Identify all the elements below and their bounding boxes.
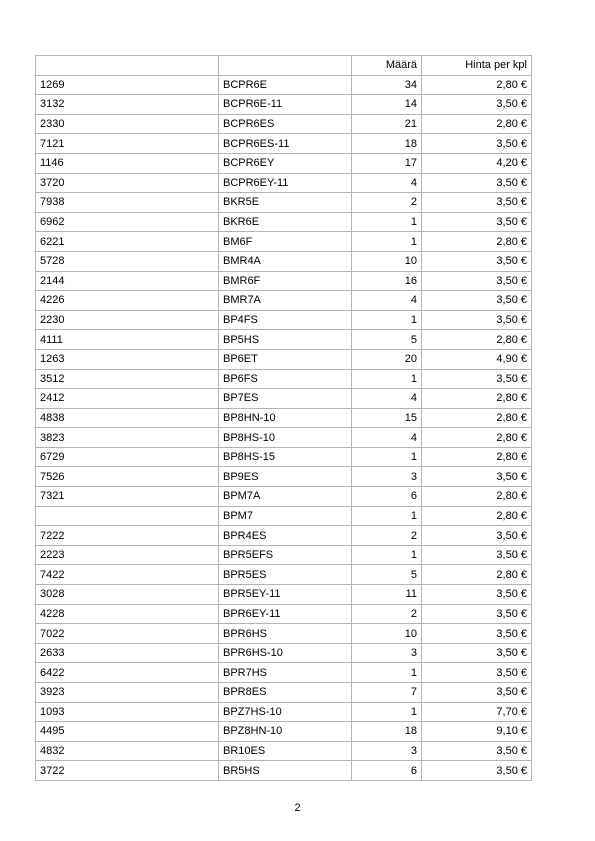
cell-quantity: 5 (352, 565, 422, 585)
table-row (36, 114, 532, 134)
cell-code: 1093 (36, 702, 219, 722)
cell-unit-price: 7,70 € (422, 702, 532, 722)
cell-unit-price: 3,50 € (422, 761, 532, 781)
table-row (36, 193, 532, 213)
cell-quantity: 3 (352, 467, 422, 487)
cell-quantity: 14 (352, 95, 422, 115)
cell-code: 7938 (36, 193, 219, 213)
table-row (36, 134, 532, 154)
cell-unit-price: 3,50 € (422, 526, 532, 546)
cell-unit-price: 2,80 € (422, 565, 532, 585)
cell-quantity: 15 (352, 408, 422, 428)
page-number: 2 (294, 802, 301, 814)
cell-code: 7121 (36, 134, 219, 154)
cell-quantity: 2 (352, 526, 422, 546)
cell-model: BPR6HS (219, 624, 352, 644)
cell-code: 4838 (36, 408, 219, 428)
cell-model: BR10ES (219, 741, 352, 761)
cell-code: 6962 (36, 212, 219, 232)
cell-unit-price: 3,50 € (422, 545, 532, 565)
cell-code: 4495 (36, 722, 219, 742)
table-row (36, 271, 532, 291)
table-row (36, 506, 532, 526)
cell-model: BP4FS (219, 310, 352, 330)
table-row (36, 349, 532, 369)
cell-model: BPR7HS (219, 663, 352, 683)
cell-code: 4228 (36, 604, 219, 624)
cell-unit-price: 2,80 € (422, 506, 532, 526)
cell-unit-price: 3,50 € (422, 212, 532, 232)
cell-code: 3132 (36, 95, 219, 115)
cell-code: 7422 (36, 565, 219, 585)
cell-code: 6422 (36, 663, 219, 683)
table-row (36, 212, 532, 232)
cell-quantity: 10 (352, 624, 422, 644)
cell-model: BP6FS (219, 369, 352, 389)
cell-unit-price: 3,50 € (422, 193, 532, 213)
cell-model: BPM7A (219, 487, 352, 507)
table-row (36, 604, 532, 624)
cell-quantity: 1 (352, 447, 422, 467)
cell-model: BP5HS (219, 330, 352, 350)
header-quantity: Määrä (352, 56, 422, 76)
cell-unit-price: 2,80 € (422, 75, 532, 95)
cell-quantity: 6 (352, 761, 422, 781)
cell-quantity: 2 (352, 604, 422, 624)
cell-model: BPR6HS-10 (219, 643, 352, 663)
table-row (36, 585, 532, 605)
cell-code: 2144 (36, 271, 219, 291)
cell-unit-price: 3,50 € (422, 467, 532, 487)
cell-unit-price: 2,80 € (422, 447, 532, 467)
table-row (36, 428, 532, 448)
table-row (36, 663, 532, 683)
cell-code (36, 506, 219, 526)
table-row (36, 741, 532, 761)
cell-code: 4226 (36, 291, 219, 311)
cell-quantity: 1 (352, 663, 422, 683)
header-row (36, 56, 532, 76)
cell-quantity: 5 (352, 330, 422, 350)
cell-model: BMR7A (219, 291, 352, 311)
table-row (36, 702, 532, 722)
cell-unit-price: 2,80 € (422, 232, 532, 252)
table-row (36, 722, 532, 742)
cell-code: 5728 (36, 251, 219, 271)
table-row (36, 467, 532, 487)
table-row (36, 389, 532, 409)
cell-unit-price: 3,50 € (422, 291, 532, 311)
cell-quantity: 4 (352, 428, 422, 448)
cell-unit-price: 9,10 € (422, 722, 532, 742)
cell-quantity: 17 (352, 153, 422, 173)
cell-unit-price: 2,80 € (422, 114, 532, 134)
cell-quantity: 4 (352, 389, 422, 409)
cell-unit-price: 3,50 € (422, 604, 532, 624)
table-row (36, 310, 532, 330)
cell-quantity: 1 (352, 232, 422, 252)
header-code (36, 56, 219, 76)
header-model (219, 56, 352, 76)
cell-code: 6729 (36, 447, 219, 467)
table-row (36, 251, 532, 271)
cell-code: 7526 (36, 467, 219, 487)
table-row (36, 526, 532, 546)
cell-unit-price: 3,50 € (422, 741, 532, 761)
cell-unit-price: 3,50 € (422, 173, 532, 193)
table-row (36, 624, 532, 644)
table-row (36, 291, 532, 311)
cell-model: BCPR6EY (219, 153, 352, 173)
table-body (36, 75, 532, 780)
cell-model: BPR8ES (219, 683, 352, 703)
cell-model: BCPR6ES-11 (219, 134, 352, 154)
cell-model: BPM7 (219, 506, 352, 526)
cell-code: 6221 (36, 232, 219, 252)
table-row (36, 447, 532, 467)
cell-code: 1263 (36, 349, 219, 369)
cell-quantity: 18 (352, 134, 422, 154)
table-row (36, 75, 532, 95)
table-row (36, 173, 532, 193)
cell-unit-price: 3,50 € (422, 310, 532, 330)
header-unit-price: Hinta per kpl (422, 56, 532, 76)
cell-code: 1146 (36, 153, 219, 173)
table-row (36, 487, 532, 507)
cell-code: 7222 (36, 526, 219, 546)
cell-unit-price: 3,50 € (422, 369, 532, 389)
cell-code: 3923 (36, 683, 219, 703)
table-row (36, 683, 532, 703)
cell-code: 2223 (36, 545, 219, 565)
table-row (36, 565, 532, 585)
cell-unit-price: 3,50 € (422, 134, 532, 154)
cell-code: 4832 (36, 741, 219, 761)
cell-model: BP7ES (219, 389, 352, 409)
cell-model: BPR5EFS (219, 545, 352, 565)
cell-code: 7321 (36, 487, 219, 507)
cell-code: 1269 (36, 75, 219, 95)
table-row (36, 153, 532, 173)
cell-quantity: 6 (352, 487, 422, 507)
cell-code: 2412 (36, 389, 219, 409)
table-row (36, 232, 532, 252)
cell-code: 3722 (36, 761, 219, 781)
cell-quantity: 4 (352, 291, 422, 311)
cell-unit-price: 2,80 € (422, 330, 532, 350)
table-row (36, 643, 532, 663)
cell-code: 3512 (36, 369, 219, 389)
cell-quantity: 34 (352, 75, 422, 95)
table-row (36, 369, 532, 389)
cell-code: 2330 (36, 114, 219, 134)
cell-unit-price: 3,50 € (422, 585, 532, 605)
cell-quantity: 4 (352, 173, 422, 193)
cell-model: BPR5EY-11 (219, 585, 352, 605)
cell-quantity: 1 (352, 310, 422, 330)
table-row (36, 761, 532, 781)
cell-unit-price: 4,20 € (422, 153, 532, 173)
table-row (36, 408, 532, 428)
cell-model: BP9ES (219, 467, 352, 487)
cell-quantity: 2 (352, 193, 422, 213)
cell-quantity: 3 (352, 741, 422, 761)
cell-model: BKR5E (219, 193, 352, 213)
cell-quantity: 1 (352, 506, 422, 526)
cell-model: BP8HN-10 (219, 408, 352, 428)
cell-model: BM6F (219, 232, 352, 252)
cell-unit-price: 3,50 € (422, 95, 532, 115)
cell-quantity: 21 (352, 114, 422, 134)
cell-unit-price: 3,50 € (422, 624, 532, 644)
cell-quantity: 1 (352, 545, 422, 565)
cell-quantity: 20 (352, 349, 422, 369)
cell-unit-price: 3,50 € (422, 271, 532, 291)
cell-model: BPR4ES (219, 526, 352, 546)
cell-model: BKR6E (219, 212, 352, 232)
cell-unit-price: 2,80 € (422, 389, 532, 409)
cell-quantity: 3 (352, 643, 422, 663)
cell-model: BP8HS-15 (219, 447, 352, 467)
cell-unit-price: 2,80 € (422, 487, 532, 507)
cell-model: BPR6EY-11 (219, 604, 352, 624)
cell-code: 7022 (36, 624, 219, 644)
cell-model: BCPR6E-11 (219, 95, 352, 115)
cell-code: 3823 (36, 428, 219, 448)
cell-model: BCPR6ES (219, 114, 352, 134)
cell-quantity: 1 (352, 212, 422, 232)
cell-model: BPZ8HN-10 (219, 722, 352, 742)
cell-quantity: 11 (352, 585, 422, 605)
table-row (36, 330, 532, 350)
cell-unit-price: 4,90 € (422, 349, 532, 369)
cell-model: BP6ET (219, 349, 352, 369)
cell-model: BPZ7HS-10 (219, 702, 352, 722)
cell-model: BMR4A (219, 251, 352, 271)
cell-model: BR5HS (219, 761, 352, 781)
cell-model: BCPR6EY-11 (219, 173, 352, 193)
cell-unit-price: 3,50 € (422, 663, 532, 683)
cell-unit-price: 3,50 € (422, 683, 532, 703)
cell-quantity: 18 (352, 722, 422, 742)
cell-unit-price: 2,80 € (422, 408, 532, 428)
cell-code: 2633 (36, 643, 219, 663)
cell-quantity: 16 (352, 271, 422, 291)
cell-unit-price: 3,50 € (422, 251, 532, 271)
cell-quantity: 7 (352, 683, 422, 703)
cell-model: BP8HS-10 (219, 428, 352, 448)
cell-code: 3028 (36, 585, 219, 605)
cell-quantity: 1 (352, 702, 422, 722)
cell-quantity: 1 (352, 369, 422, 389)
cell-code: 2230 (36, 310, 219, 330)
table-row (36, 95, 532, 115)
cell-model: BCPR6E (219, 75, 352, 95)
cell-code: 3720 (36, 173, 219, 193)
cell-model: BMR6F (219, 271, 352, 291)
cell-quantity: 10 (352, 251, 422, 271)
cell-unit-price: 2,80 € (422, 428, 532, 448)
table-row (36, 545, 532, 565)
cell-model: BPR5ES (219, 565, 352, 585)
cell-unit-price: 3,50 € (422, 643, 532, 663)
cell-code: 4111 (36, 330, 219, 350)
product-table (35, 55, 532, 781)
